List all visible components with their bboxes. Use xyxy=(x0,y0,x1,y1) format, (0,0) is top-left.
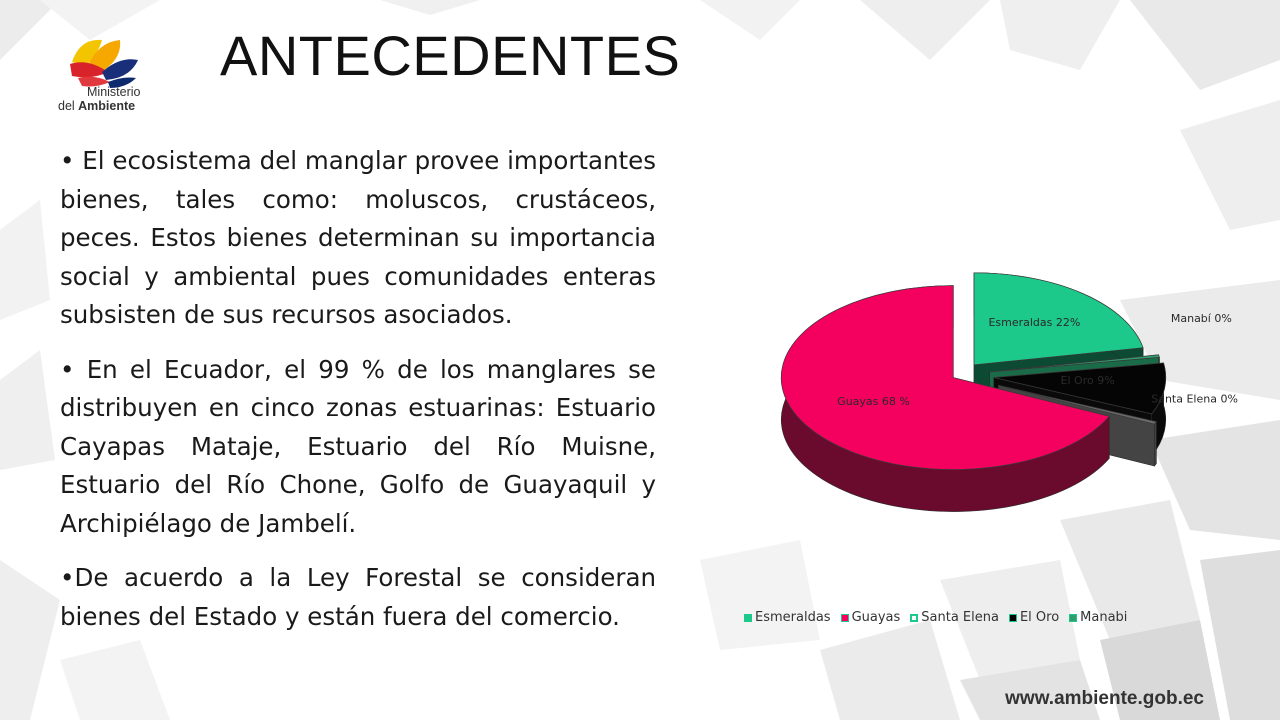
data-label-santa-elena: Santa Elena 0% xyxy=(1151,392,1238,406)
data-label-el-oro: El Oro 9% xyxy=(1060,373,1115,387)
data-label-esmeraldas: Esmeraldas 22% xyxy=(988,315,1081,329)
page-title: ANTECEDENTES xyxy=(220,24,681,87)
pie-chart xyxy=(720,180,1260,550)
legend-swatch-guayas xyxy=(841,614,849,622)
data-label-guayas: Guayas 68 % xyxy=(837,394,910,408)
logo-line2a: del xyxy=(58,99,79,113)
bullet-paragraph-2: • En el Ecuador, el 99 % de los manglares se distribuyen en cinco zonas estuarinas: Estuario Cayapas Mataje, Estuario del Río Muisne, Estuario del Río Chone, Golfo de Guayaquil y Archipiélago de Jambelí. xyxy=(60,354,656,538)
paragraph-1-text: El ecosistema del manglar provee importantes bienes, tales como: moluscos, crustáceos, peces. Estos bienes determinan su importancia social y ambiental pues comunidades enteras subsisten de sus recursos asociados. xyxy=(60,146,656,329)
ministerio-logo xyxy=(58,28,168,118)
legend-item-el-oro xyxy=(1009,610,1059,625)
legend-item-esmeraldas xyxy=(744,610,831,625)
legend-label-manabi: Manabi xyxy=(1080,610,1128,625)
legend-item-guayas xyxy=(841,610,901,625)
legend-swatch-santa-elena xyxy=(910,614,918,622)
legend-item-manabi xyxy=(1069,610,1127,625)
body-text xyxy=(60,142,656,652)
paragraph-2-text: En el Ecuador, el 99 % de los manglares se distribuyen en cinco zonas estuarinas: Estuario Cayapas Mataje, Estuario del Río Muisne, Estuario del Río Chone, Golfo de Guayaquil y Archipiélago de Jambelí. xyxy=(60,354,656,538)
chart-legend xyxy=(744,610,1127,625)
bullet-paragraph-3: •De acuerdo a la Ley Forestal se consideran bienes del Estado y están fuera del comercio. xyxy=(60,563,656,631)
legend-swatch-esmeraldas xyxy=(744,614,752,622)
legend-label-santa-elena: Santa Elena xyxy=(921,610,999,625)
legend-label-guayas: Guayas xyxy=(851,610,901,625)
data-label-manabi: Manabí 0% xyxy=(1170,312,1232,326)
bullet-paragraph-1: • El ecosistema del manglar provee importantes bienes, tales como: moluscos, crustáceos, peces. Estos bienes determinan su importancia social y ambiental pues comunidades enteras subsisten de sus recursos asociados. xyxy=(60,146,656,329)
legend-item-santa-elena xyxy=(910,610,999,625)
legend-swatch-el-oro xyxy=(1009,614,1017,622)
legend-label-el-oro: El Oro xyxy=(1019,610,1060,625)
paragraph-3-text: De acuerdo a la Ley Forestal se consideran bienes del Estado y están fuera del comercio. xyxy=(60,563,656,631)
logo-line1: Ministerio xyxy=(87,85,141,99)
logo-line2b: Ambiente xyxy=(78,99,136,113)
legend-swatch-manabi xyxy=(1069,614,1077,622)
svg-text:del Ambiente xyxy=(58,99,135,113)
footer-url: www.ambiente.gob.ec xyxy=(1005,688,1204,709)
legend-label-esmeraldas: Esmeraldas xyxy=(755,610,831,625)
